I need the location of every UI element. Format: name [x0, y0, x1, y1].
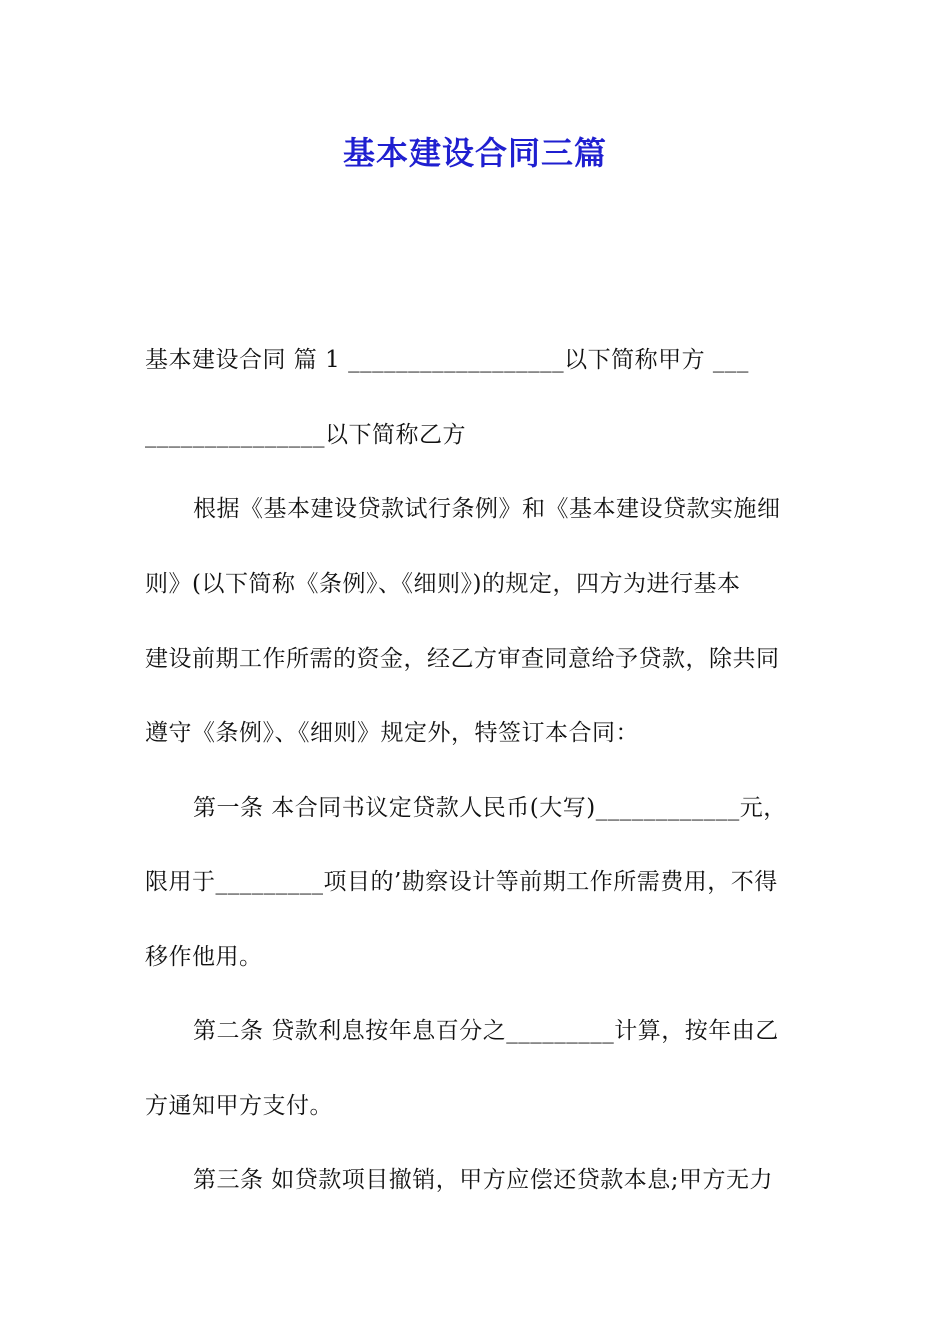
article-one-line: 限用于_________项目的’勘察设计等前期工作所需费用，不得 [145, 869, 778, 895]
article-two-line: 第二条 贷款利息按年息百分之_________计算，按年由乙 [193, 1018, 779, 1044]
contract-header-line: 基本建设合同 篇 1 __________________以下简称甲方 ___ [145, 347, 749, 373]
article-one-line: 第一条 本合同书议定贷款人民币(大写)____________元， [193, 795, 787, 821]
paragraph-line: 建设前期工作所需的资金，经乙方审查同意给予贷款，除共同 [145, 646, 780, 672]
article-one-line: 移作他用。 [145, 944, 263, 970]
paragraph-line: 根据《基本建设贷款试行条例》和《基本建设贷款实施细 [193, 496, 781, 522]
paragraph-line: 则》(以下简称《条例》、《细则》)的规定，四方为进行基本 [145, 571, 741, 597]
party-b-line: _______________以下简称乙方 [145, 422, 466, 448]
document-title: 基本建设合同三篇 [342, 134, 607, 172]
article-two-line: 方通知甲方支付。 [145, 1093, 333, 1119]
paragraph-line: 遵守《条例》、《细则》规定外，特签订本合同： [145, 720, 639, 746]
article-three-line: 第三条 如贷款项目撤销，甲方应偿还贷款本息;甲方无力 [193, 1167, 774, 1193]
